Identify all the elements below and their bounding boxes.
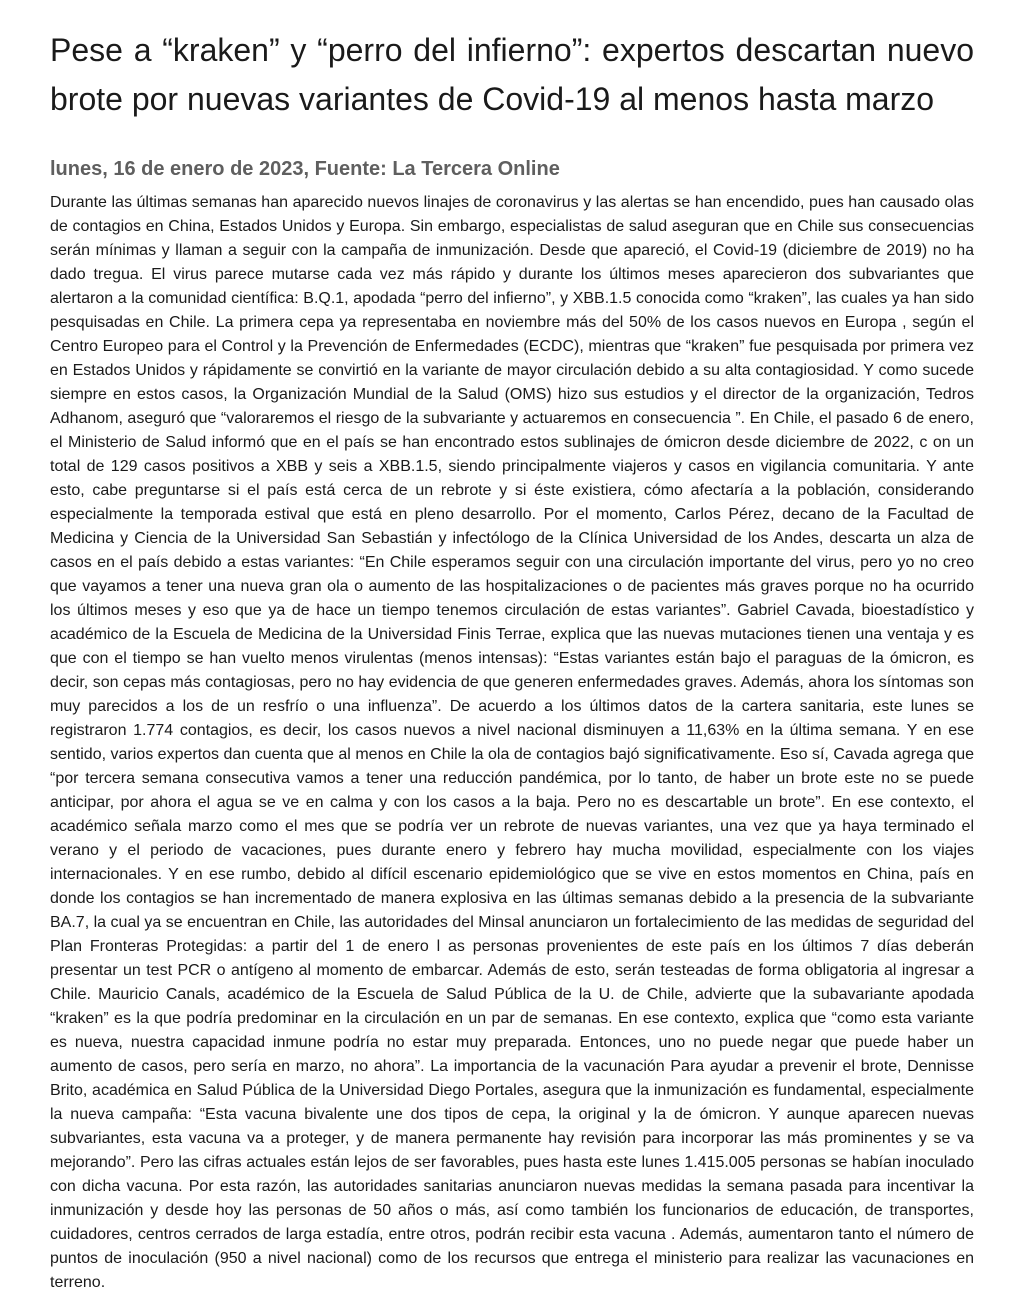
article-byline: lunes, 16 de enero de 2023, Fuente: La Tercera Online xyxy=(50,158,560,180)
article-body: Durante las últimas semanas han aparecido nuevos linajes de coronavirus y las alertas se han encendido, pues han causado olas de contagios en China, Estados Unidos y Europa. Sin embargo, especialistas de salud aseguran que en Chile sus consecuencias serán mínimas y llaman a seguir con la campaña de inmunización. Desde que apareció, el Covid-19 (diciembre de 2019) no ha dado tregua. El virus parece mutarse cada vez más rápido y durante los últimos meses aparecieron dos subvariantes que alertaron a la comunidad científica: B.Q.1, apodada “perro del infierno”, y XBB.1.5 conocida como “kraken”, las cuales ya han sido pesquisadas en Chile. La primera cepa ya representaba en noviembre más del 50% de los casos nuevos en Europa , según el Centro Europeo para el Control y la Prevención de Enfermedades (ECDC), mientras que “kraken” fue pesquisada por primera vez en Estados Unidos y rápidamente se convirtió en la variante de mayor circulación debido a su alta contagiosidad. Y como sucede siempre en estos casos, la Organización Mundial de la Salud (OMS) hizo sus estudios y el director de la organización, Tedros Adhanom, aseguró que “valoraremos el riesgo de la subvariante y actuaremos en consecuencia ”. En Chile, el pasado 6 de enero, el Ministerio de Salud informó que en el país se han encontrado estos sublinajes de ómicron desde diciembre de 2022, c on un total de 129 casos positivos a XBB y seis a XBB.1.5, siendo principalmente viajeros y casos en vigilancia comunitaria. Y ante esto, cabe preguntarse si el país está cerca de un rebrote y si éste existiera, cómo afectaría a la población, considerando especialmente la temporada estival que está en pleno desarrollo. Por el momento, Carlos Pérez, decano de la Facultad de Medicina y Ciencia de la Universidad San Sebastián y infectólogo de la Clínica Universidad de los Andes, descarta un alza de casos en el país debido a estas variantes: “En Chile esperamos seguir con una circulación importante del virus, pero yo no creo que vayamos a tener una nueva gran ola o aumento de las hospitalizaciones o de pacientes más graves porque no ha ocurrido los últimos meses y eso que ya de hace un tiempo tenemos circulación de estas variantes”. Gabriel Cavada, bioestadístico y académico de la Escuela de Medicina de la Universidad Finis Terrae, explica que las nuevas mutaciones tienen una ventaja y es que con el tiempo se han vuelto menos virulentas (menos intensas): “Estas variantes están bajo el paraguas de la ómicron, es decir, son cepas más contagiosas, pero no hay evidencia de que generen enfermedades graves. Además, ahora los síntomas son muy parecidos a los de un resfrío o una influenza”. De acuerdo a los últimos datos de la cartera sanitaria, este lunes se registraron 1.774 contagios, es decir, los casos nuevos a nivel nacional disminuyen a 11,63% en la última semana. Y en ese sentido, varios expertos dan cuenta que al menos en Chile la ola de contagios bajó significativamente. Eso sí, Cavada agrega que “por tercera semana consecutiva vamos a tener una reducción pandémica, por lo tanto, de haber un brote este no se puede anticipar, por ahora el agua se ve en calma y con los casos a la baja. Pero no es descartable un brote”. En ese contexto, el académico señala marzo como el mes que se podría ver un rebrote de nuevas variantes, una vez que ya haya terminado el verano y el periodo de vacaciones, pues durante enero y febrero hay mucha movilidad, especialmente con los viajes internacionales. Y en ese rumbo, debido al difícil escenario epidemiológico que se vive en estos momentos en China, país en donde los contagios se han incrementado de manera explosiva en las últimas semanas debido a la presencia de la subvariante BA.7, la cual ya se encuentran en Chile, las autoridades del Minsal anunciaron un fortalecimiento de las medidas de seguridad del Plan Fronteras Protegidas: a partir del 1 de enero l as personas provenientes de este país en los últimos 7 días deberán presentar un test PCR o antígeno al momento de embarcar. Además de esto, serán testeadas de forma obligatoria al ingresar a Chile. Mauricio Canals, académico de la Escuela de Salud Pública de la U. de Chile, advierte que la subavariante apodada “kraken” es la que podría predominar en la circulación en un par de semanas. En ese contexto, explica que “como esta variante es nueva, nuestra capacidad inmune podría no estar muy preparada. Entonces, uno no puede negar que puede haber un aumento de casos, pero sería en marzo, no ahora”. La importancia de la vacunación Para ayudar a prevenir el brote, Dennisse Brito, académica en Salud Pública de la Universidad Diego Portales, asegura que la inmunización es fundamental, especialmente la nueva campaña: “Esta vacuna bivalente une dos tipos de cepa, la original y la de ómicron. Y aunque aparecen nuevas subvariantes, esta vacuna va a proteger, y de manera permanente hay revisión para incorporar las más prominentes y se va mejorando”. Pero las cifras actuales están lejos de ser favorables, pues hasta este lunes 1.415.005 personas se habían inoculado con dicha vacuna. Por esta razón, las autoridades sanitarias anunciaron nuevas medidas la semana pasada para incentivar la inmunización y desde hoy las personas de 50 años o más, así como también los funcionarios de educación, de transportes, cuidadores, centros cerrados de larga estadía, entre otros, podrán recibir esta vacuna . Además, aumentaron tanto el número de puntos de inoculación (950 a nivel nacional) como de los recursos que entrega el ministerio para realizar las vacunaciones en terreno. xyxy=(50,194,974,1291)
article-title: Pese a “kraken” y “perro del infierno”: expertos descartan nuevo brote por nuevas variantes de Covid-19 al menos hasta marzo xyxy=(50,32,974,117)
